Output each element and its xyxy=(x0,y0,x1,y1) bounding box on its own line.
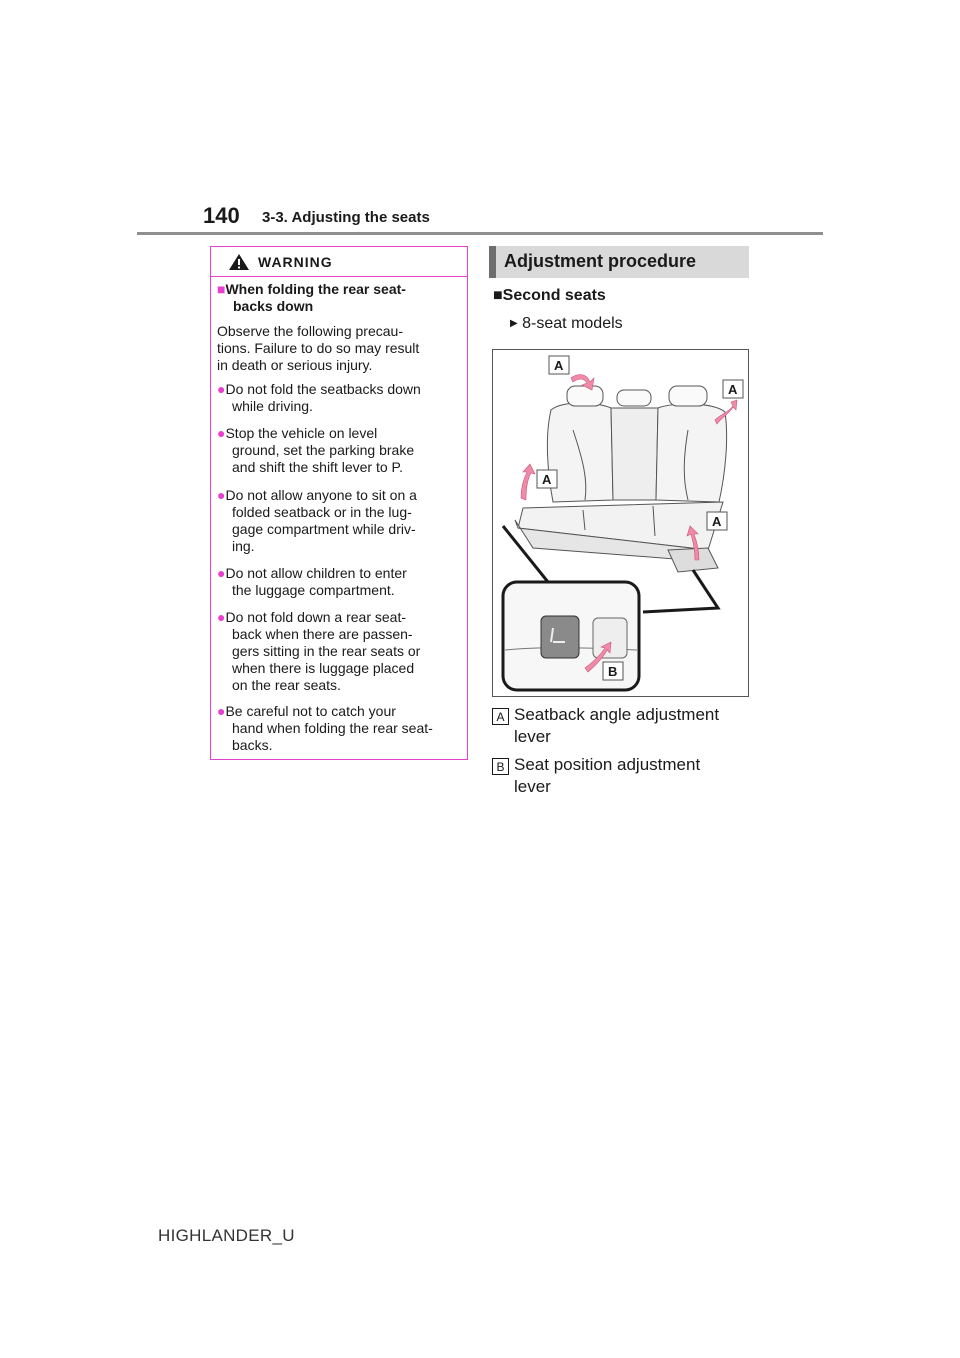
legend-key: A xyxy=(492,708,509,725)
callout-label: A xyxy=(712,514,722,529)
warning-label: WARNING xyxy=(258,254,333,270)
legend-text: Seat position adjustment lever xyxy=(514,755,701,796)
section-banner xyxy=(489,246,749,278)
circle-bullet-icon: ● xyxy=(217,703,226,719)
banner-accent-bar xyxy=(489,246,496,278)
warning-box xyxy=(210,246,468,760)
warning-subheading: ■When folding the rear seat- backs down xyxy=(217,281,406,314)
square-bullet-icon: ■ xyxy=(217,281,226,297)
page-number: 140 xyxy=(203,203,240,228)
square-bullet-icon: ■ xyxy=(493,287,503,304)
warning-triangle-icon xyxy=(228,253,250,271)
circle-bullet-icon: ● xyxy=(217,609,226,625)
seat-drawing xyxy=(493,350,748,696)
callout-label: A xyxy=(554,358,564,373)
banner-title: Adjustment procedure xyxy=(504,251,697,271)
callout-label: A xyxy=(542,472,552,487)
header-divider xyxy=(137,232,823,235)
circle-bullet-icon: ● xyxy=(217,381,226,397)
footer-model-name: HIGHLANDER_U xyxy=(158,1226,295,1245)
center-seatback xyxy=(611,408,658,500)
circle-bullet-icon: ● xyxy=(217,425,226,441)
warning-bullet: ●Be careful not to catch your hand when folding the rear seat- backs. xyxy=(217,703,433,753)
warning-bullet: ●Do not fold down a rear seat- back when there are passen- gers sitting in the rear seats or when there is luggage placed on the rear seats. xyxy=(217,609,421,693)
seat-base xyxy=(668,548,718,572)
warning-header xyxy=(211,247,467,277)
position-switch xyxy=(541,616,579,658)
circle-bullet-icon: ● xyxy=(217,487,226,503)
right-seatback xyxy=(656,404,727,502)
model-note: ▶ 8-seat models xyxy=(510,315,623,332)
seat-illustration xyxy=(492,349,749,697)
legend-text: Seatback angle adjustment lever xyxy=(514,705,720,746)
right-headrest xyxy=(669,386,707,406)
warning-bullet: ●Do not fold the seatbacks down while driving. xyxy=(217,381,421,414)
section-title: 3-3. Adjusting the seats xyxy=(262,209,430,226)
warning-bullet: ●Stop the vehicle on level ground, set the parking brake and shift the shift lever to P. xyxy=(217,425,415,475)
triangle-bullet-icon: ▶ xyxy=(510,318,518,329)
circle-bullet-icon: ● xyxy=(217,565,226,581)
warning-bullet: ●Do not allow children to enter the luggage compartment. xyxy=(217,565,407,598)
subheading: ■Second seats xyxy=(493,287,606,304)
callout-label: A xyxy=(728,382,738,397)
zoom-line xyxy=(643,570,718,612)
left-headrest xyxy=(567,386,603,406)
adjust-arrow xyxy=(521,464,535,500)
center-headrest xyxy=(617,390,651,406)
callout-label: B xyxy=(608,664,618,679)
warning-bullet: ●Do not allow anyone to sit on a folded seatback or in the lug- gage compartment while driv- ing. xyxy=(217,487,417,554)
warning-intro: Observe the following precau- tions. Failure to do so may result in death or serious injury. xyxy=(217,323,420,373)
legend-key: B xyxy=(492,758,509,775)
